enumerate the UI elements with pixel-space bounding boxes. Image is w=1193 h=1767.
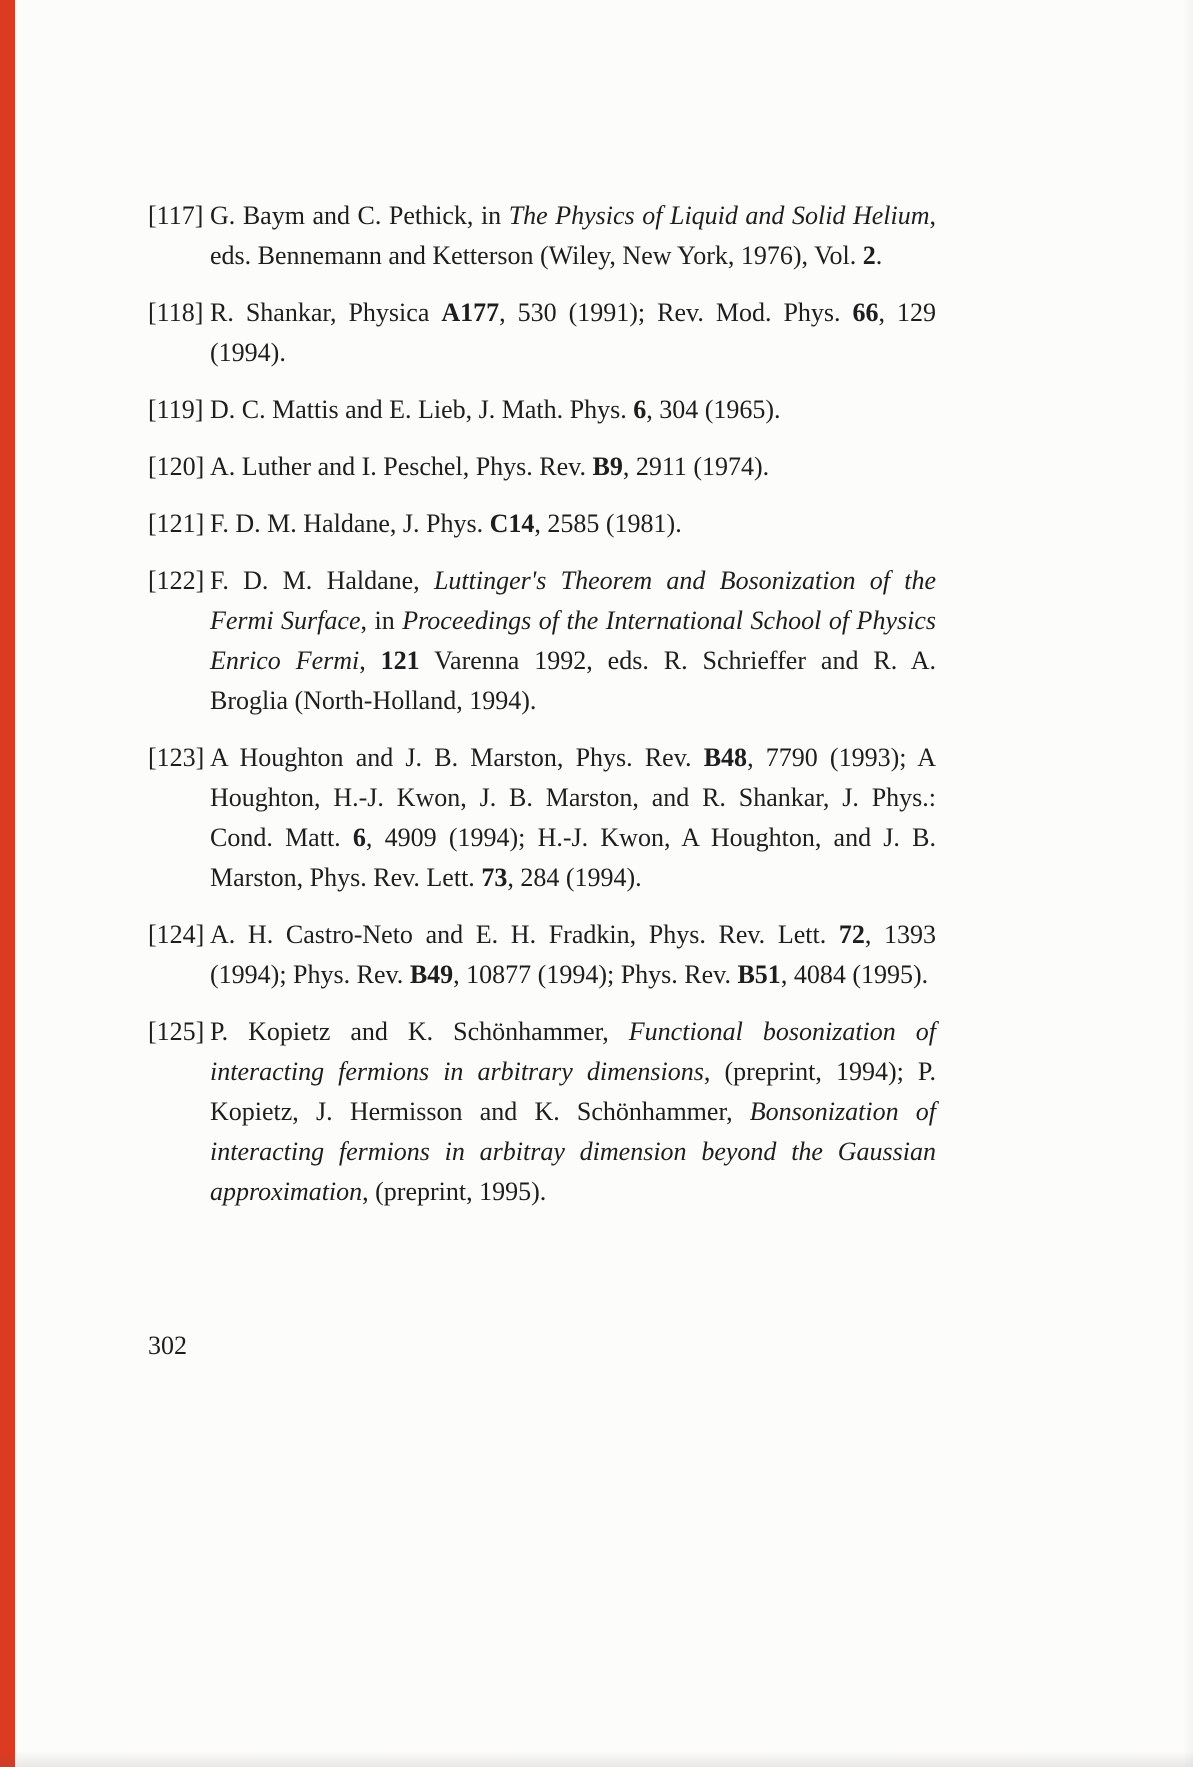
reference-text: D. C. Mattis and E. Lieb, J. Math. Phys. 6, 304 (1965). [210, 395, 781, 424]
reference-label: [123] [148, 743, 205, 772]
reference-label: [125] [148, 1017, 205, 1046]
bibliography-content [148, 196, 936, 1212]
reference-item [148, 293, 936, 373]
reference-label: [117] [148, 201, 204, 230]
reference-label: [124] [148, 920, 205, 949]
reference-label: [120] [148, 452, 205, 481]
reference-text: F. D. M. Haldane, Luttinger's Theorem and Bosonization of the Fermi Surface, in Proceedings of the International School of Physics Enrico Fermi, 121 Varenna 1992, eds. R. Schrieffer and R. A. Broglia (North-Holland, 1994). [210, 566, 936, 715]
reference-text: G. Baym and C. Pethick, in The Physics of Liquid and Solid Helium, eds. Bennemann and Ketterson (Wiley, New York, 1976), Vol. 2. [210, 201, 936, 270]
reference-label: [119] [148, 395, 204, 424]
reference-item [148, 1012, 936, 1212]
reference-text: P. Kopietz and K. Schönhammer, Functional bosonization of interacting fermions in arbitrary dimensions, (preprint, 1994); P. Kopietz, J. Hermisson and K. Schönhammer, Bonsonization of interacting fermions in arbitray dimension beyond the Gaussian approximation, (preprint, 1995). [210, 1017, 936, 1206]
reference-item [148, 390, 936, 430]
reference-text: R. Shankar, Physica A177, 530 (1991); Rev. Mod. Phys. 66, 129 (1994). [210, 298, 937, 367]
reference-item [148, 196, 936, 276]
reference-item [148, 504, 936, 544]
reference-item [148, 738, 936, 898]
reference-text: A Houghton and J. B. Marston, Phys. Rev. B48, 7790 (1993); A Houghton, H.-J. Kwon, J. B. Marston, and R. Shankar, J. Phys.: Cond. Matt. 6, 4909 (1994); H.-J. Kwon, A Houghton, and J. B. Marston, Phys. Rev. Lett. 73, 284 (1994). [210, 743, 936, 892]
reference-text: A. Luther and I. Peschel, Phys. Rev. B9, 2911 (1974). [210, 452, 770, 481]
reference-item [148, 447, 936, 487]
page-number: 302 [148, 1331, 187, 1360]
reference-text: A. H. Castro-Neto and E. H. Fradkin, Phys. Rev. Lett. 72, 1393 (1994); Phys. Rev. B49, 10877 (1994); Phys. Rev. B51, 4084 (1995). [210, 920, 937, 989]
reference-text: F. D. M. Haldane, J. Phys. C14, 2585 (1981). [210, 509, 682, 538]
reference-label: [122] [148, 566, 205, 595]
references-list [148, 196, 936, 1212]
reference-label: [121] [148, 509, 205, 538]
book-binding-stripe [0, 0, 15, 1767]
reference-item [148, 561, 936, 721]
reference-item [148, 915, 936, 995]
page-edge-shadow-bottom [0, 1751, 1193, 1767]
page-edge-shadow-right [1183, 0, 1193, 1767]
reference-label: [118] [148, 298, 204, 327]
